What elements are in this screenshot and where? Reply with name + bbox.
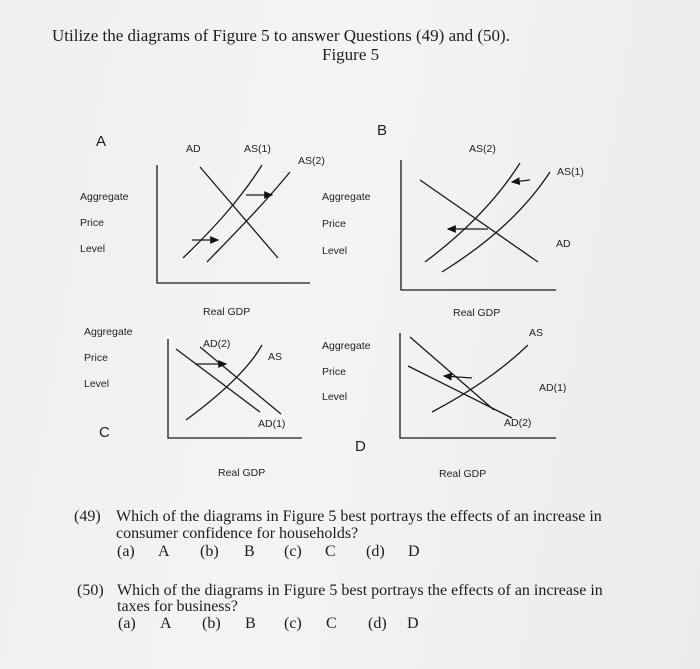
- q49-option-d-key: (d): [366, 543, 385, 560]
- diagram-b-axes: [401, 160, 556, 290]
- figure-title: Figure 5: [322, 45, 380, 64]
- diagram-c-y-label-3: Level: [84, 378, 110, 390]
- diagram-b-letter: B: [377, 122, 388, 139]
- diagram-d-y-label-1: Aggregate: [322, 340, 371, 352]
- diagram-d-y-label-3: Level: [322, 391, 348, 403]
- diagram-c-y-label-2: Price: [84, 352, 108, 364]
- q49-line-1: Which of the diagrams in Figure 5 best portrays the effects of an increase in: [116, 508, 602, 525]
- diagram-d-graph: [400, 333, 556, 438]
- diagram-c-as-curve: [186, 345, 262, 420]
- diagram-b-ad-curve: [420, 180, 538, 262]
- diagram-c-y-label-1: Aggregate: [84, 326, 133, 338]
- diagram-c-letter: C: [99, 424, 110, 441]
- q50-number: (50): [77, 582, 104, 599]
- q49-number: (49): [74, 508, 101, 525]
- q50-option-a-key: (a): [118, 615, 136, 632]
- q49-option-c-key: (c): [284, 543, 302, 560]
- diagram-c-ad2-label: AD(2): [203, 338, 231, 350]
- q50-line-2: taxes for business?: [117, 598, 238, 615]
- q50-option-b-key: (b): [202, 615, 221, 632]
- diagram-d-y-label-2: Price: [322, 366, 346, 378]
- q49-option-b-key: (b): [200, 543, 219, 560]
- diagram-d-shift-arrow: [444, 376, 472, 378]
- q50-option-d-key: (d): [368, 615, 387, 632]
- q49-option-b-value: B: [244, 543, 255, 560]
- q50-option-a-value: A: [160, 615, 172, 632]
- diagram-a-x-label: Real GDP: [203, 306, 251, 318]
- diagram-b-as1-label: AS(1): [557, 166, 584, 178]
- q49-option-c-value: C: [325, 543, 336, 560]
- q50-line-1: Which of the diagrams in Figure 5 best portrays the effects of an increase in: [117, 582, 603, 599]
- diagram-d-x-label: Real GDP: [439, 468, 487, 480]
- diagram-b-shift-arrow-top: [512, 180, 530, 182]
- q50-option-c-value: C: [326, 615, 337, 632]
- diagram-d-ad1-label: AD(1): [539, 382, 567, 394]
- q50-option-c-key: (c): [284, 615, 302, 632]
- diagram-d-as-label: AS: [529, 327, 544, 339]
- diagram-a-letter: A: [96, 133, 107, 150]
- diagram-d-ad1-curve: [408, 366, 512, 418]
- q49-option-a-key: (a): [117, 543, 135, 560]
- q49-option-a-value: A: [158, 543, 170, 560]
- diagram-a-ad-curve: [200, 167, 278, 258]
- q49-line-2: consumer confidence for households?: [116, 525, 359, 542]
- diagram-c-ad1-label: AD(1): [258, 418, 286, 430]
- diagram-b-x-label: Real GDP: [453, 307, 501, 319]
- diagram-c-ad2-curve: [176, 349, 260, 412]
- diagram-b-as1-curve: [442, 172, 550, 272]
- diagram-a-y-label-3: Level: [80, 243, 106, 255]
- diagram-b-y-label-2: Price: [322, 218, 346, 230]
- diagram-a-y-label-1: Aggregate: [80, 191, 129, 203]
- diagram-c-x-label: Real GDP: [218, 467, 266, 479]
- diagram-a-as1-curve: [183, 165, 262, 258]
- diagram-d-letter: D: [355, 438, 366, 455]
- diagram-a-y-label-2: Price: [80, 217, 104, 229]
- diagram-c-as-label: AS: [268, 351, 283, 363]
- diagram-b-y-label-1: Aggregate: [322, 191, 371, 203]
- q49-option-d-value: D: [408, 543, 420, 560]
- diagram-a-as1-label: AS(1): [244, 143, 271, 155]
- q50-option-d-value: D: [407, 615, 419, 632]
- intro-text: Utilize the diagrams of Figure 5 to answer Questions (49) and (50).: [52, 26, 510, 45]
- diagram-a-ad-label: AD: [186, 143, 201, 155]
- diagram-b-as2-curve: [425, 163, 520, 262]
- q50-option-b-value: B: [245, 615, 256, 632]
- diagram-b-y-label-3: Level: [322, 245, 348, 257]
- diagram-a-axes: [157, 165, 310, 283]
- diagram-b-graph: [401, 160, 556, 290]
- diagram-a-as2-label: AS(2): [298, 155, 325, 167]
- diagram-a-graph: [157, 165, 310, 283]
- diagram-b-as2-label: AS(2): [469, 143, 496, 155]
- diagram-b-ad-label: AD: [556, 238, 571, 250]
- diagram-d-ad2-label: AD(2): [504, 417, 532, 429]
